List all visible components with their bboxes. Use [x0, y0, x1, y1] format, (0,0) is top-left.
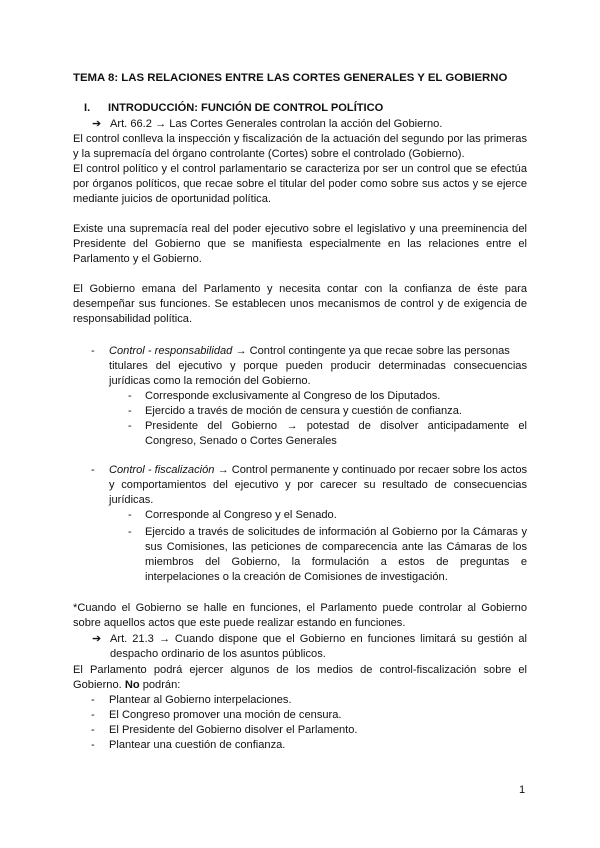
dash-bullet: -	[128, 405, 132, 417]
intro-line-4: por órganos políticos, que recae sobre el titular del poder como sobre sus actos y se ejerce	[73, 178, 527, 190]
emana-line-1: El Gobierno emana del Parlamento y necesita contar con la confianza de éste para	[73, 283, 527, 295]
dash-bullet: -	[91, 464, 95, 476]
emana-line-3: responsabilidad política.	[73, 313, 193, 325]
fisc-line-1	[109, 463, 527, 478]
art-66-line: Art. 66.2 → Las Cortes Generales controlan la acción del Gobierno.	[110, 118, 443, 130]
fisc-term: Control - fiscalización	[109, 464, 215, 476]
fisc-item-1: Corresponde al Congreso y el Senado.	[145, 509, 337, 521]
resp-line-2: titulares del ejecutivo y porque pueden producir determinadas consecuencias	[109, 360, 527, 372]
fisc-line-3: jurídicas.	[109, 494, 154, 506]
dash-bullet: -	[91, 739, 95, 751]
dash-bullet: -	[128, 526, 132, 538]
resp-item-3-line-2: Congreso, Senado o Cortes Generales	[145, 435, 337, 447]
fisc-item-2-line-4: interpelaciones o la creación de Comisiones de investigación.	[145, 571, 448, 583]
fisc-line-2: y comportamientos del ejecutivo y por carecer su resultado de consecuencias	[109, 479, 527, 491]
cannot-item-2: El Congreso promover una moción de censura.	[109, 709, 342, 721]
intro-line-3: El control político y el control parlamentario se caracteriza por ser un control que se efectúa	[73, 163, 527, 175]
dash-bullet: -	[128, 509, 132, 521]
dash-bullet: -	[91, 694, 95, 706]
supremacia-line-1: Existe una supremacía real del poder ejecutivo sobre el legislativo y una preeminencia del	[73, 223, 527, 235]
closing-line-2-bold: No	[124, 679, 140, 691]
document-title: TEMA 8: LAS RELACIONES ENTRE LAS CORTES GENERALES Y EL GOBIERNO	[73, 72, 508, 84]
art-21-line-2: despacho ordinario de los asuntos públicos.	[110, 648, 326, 660]
emana-line-2: desempeñar sus funciones. Se establecen unos mecanismos de control y de exigencia de	[73, 298, 527, 310]
intro-line-2: y la supremacía del órgano controlante (Cortes) sobre el controlado (Gobierno).	[73, 148, 465, 160]
note-line-2: sobre aquellos actos que este puede realizar estando en funciones.	[73, 617, 406, 629]
resp-item-3-line-1: Presidente del Gobierno → potestad de disolver anticipadamente el	[145, 420, 527, 432]
closing-line-1: El Parlamento podrá ejercer algunos de los medios de control-fiscalización sobre el	[73, 664, 527, 676]
fisc-item-2-line-1: Ejercido a través de solicitudes de información al Gobierno por la Cámaras y	[145, 526, 527, 538]
section-number: I.	[84, 102, 91, 114]
resp-item-2: Ejercido a través de moción de censura y cuestión de confianza.	[145, 405, 462, 417]
resp-line-1	[109, 344, 510, 359]
resp-line-3: jurídicas como la remoción del Gobierno.	[109, 375, 311, 387]
arrow-bullet-icon: ➔	[92, 633, 102, 645]
resp-item-1: Corresponde exclusivamente al Congreso de los Diputados.	[145, 390, 441, 402]
supremacia-line-3: Parlamento y el Gobierno.	[73, 253, 202, 265]
fisc-item-2-line-2: sus Comisiones, las peticiones de comparecencia ante las Cámaras de los	[145, 541, 527, 553]
page-number: 1	[519, 784, 526, 796]
intro-line-5: mediante juicios de oportunidad política.	[73, 193, 271, 205]
dash-bullet: -	[128, 420, 132, 432]
dash-bullet: -	[91, 345, 95, 357]
closing-line-2-after: podrán:	[139, 679, 181, 691]
art-21-line-1: Art. 21.3 → Cuando dispone que el Gobierno en funciones limitará su gestión al	[110, 633, 527, 645]
cannot-item-4: Plantear una cuestión de confianza.	[109, 739, 286, 751]
closing-line-2	[73, 678, 180, 693]
cannot-item-3: El Presidente del Gobierno disolver el Parlamento.	[109, 724, 358, 736]
dash-bullet: -	[128, 390, 132, 402]
fisc-line-1-rest: → Control permanente y continuado por recaer sobre los actos	[214, 464, 528, 476]
fisc-item-2-line-3: miembros del Gobierno, la formulación a estos de preguntas e	[145, 556, 527, 568]
note-line-1: *Cuando el Gobierno se halle en funciones, el Parlamento puede controlar al Gobierno	[73, 602, 527, 614]
arrow-bullet-icon: ➔	[92, 118, 102, 130]
cannot-item-1: Plantear al Gobierno interpelaciones.	[109, 694, 292, 706]
intro-line-1: El control conlleva la inspección y fiscalización de la actuación del segundo por las primeras	[73, 133, 527, 145]
section-heading: INTRODUCCIÓN: FUNCIÓN DE CONTROL POLÍTICO	[108, 102, 384, 114]
supremacia-line-2: Presidente del Gobierno que se manifiesta especialmente en las relaciones entre el	[73, 238, 527, 250]
dash-bullet: -	[91, 724, 95, 736]
resp-term: Control - responsabilidad	[109, 345, 233, 357]
dash-bullet: -	[91, 709, 95, 721]
closing-line-2-before: Gobierno.	[73, 679, 125, 691]
resp-line-1-rest: → Control contingente ya que recae sobre las personas	[232, 345, 510, 357]
